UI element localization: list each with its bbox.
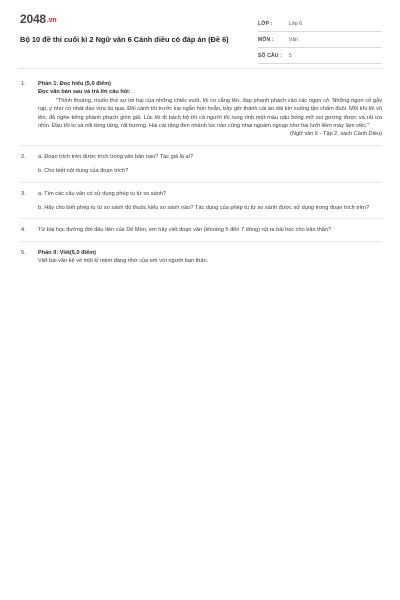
info-label: LỚP : bbox=[258, 20, 273, 27]
info-row-question-count bbox=[258, 48, 382, 64]
reading-passage: "Thỉnh thoảng, muốn thử sự lợi hại của những chiếc vuốt, tôi co cẳng lên, đạp phanh phách vào các ngọn cỏ. Những ngọn cỏ gẫy rạp, y như có nhát dao vừa lia qua. Đôi cánh tôi trước kia ngắn hủn hoẳn, bây giờ thành cái áo dài kín xuống tận chấm đuôi. Mỗi khi tôi vũ lên, đã nghe tiếng phành phạch giòn giã. Lúc tôi đi bách bộ thì cả người tôi rung rinh một màu nâu bóng mỡ soi gương được và rất ưa nhìn. Đầu tôi to và nổi từng tảng, rất bướng. Hai cái răng đen nhánh lúc nào cũng nhai ngoàm ngoạp như hai lưỡi liềm máy làm việc." bbox=[38, 97, 382, 130]
question-divider bbox=[20, 241, 382, 242]
info-label: SỐ CÂU : bbox=[258, 52, 283, 59]
passage-source: (Ngữ văn 6 - Tập 2, sách Cánh Diều) bbox=[290, 131, 382, 138]
info-value: 5 bbox=[289, 52, 292, 59]
question-number: 1. bbox=[21, 81, 26, 87]
question-divider bbox=[20, 218, 382, 219]
question-divider bbox=[20, 145, 382, 146]
info-value: Lớp 6 bbox=[289, 20, 303, 27]
part-title: Phần II: Viết(5,0 điểm) bbox=[38, 249, 97, 256]
info-table bbox=[258, 16, 382, 64]
question-body bbox=[38, 249, 382, 266]
info-label: MÔN : bbox=[258, 36, 274, 43]
question-item: b. Cho biết nội dung của đoạn trích? bbox=[38, 168, 129, 175]
question-item: b. Hãy cho biết phép tu từ so sánh đó thuộc kiểu so sánh nào? Tác dụng của phép tu từ so sánh được sử dụng trong đoạn trích trên? bbox=[38, 205, 370, 212]
logo-number: 2048 bbox=[20, 12, 46, 26]
question-body bbox=[38, 226, 382, 234]
question-3 bbox=[20, 190, 382, 213]
question-number: 4. bbox=[21, 227, 26, 234]
info-row-class bbox=[258, 16, 382, 32]
header-divider bbox=[18, 68, 384, 69]
question-item: a. Đoạn trích trên được trích trong văn bản nào? Tác giả là ai? bbox=[38, 153, 194, 160]
question-number: 5. bbox=[21, 249, 26, 256]
question-list bbox=[20, 80, 382, 266]
info-row-subject bbox=[258, 32, 382, 48]
question-1 bbox=[20, 80, 382, 139]
site-logo[interactable] bbox=[20, 12, 235, 28]
question-2 bbox=[20, 153, 382, 176]
question-body bbox=[38, 80, 382, 139]
document-header bbox=[20, 12, 382, 64]
question-item: Từ bài học đường đời đầu tiên của Dế Mèn, em hãy viết đoạn văn (khoảng 5 đến 7 dòng) rút ra bài học cho bản thân? bbox=[38, 227, 332, 234]
question-5 bbox=[20, 249, 382, 266]
logo-tld: .vn bbox=[46, 17, 57, 24]
info-value: Văn bbox=[289, 36, 298, 43]
question-4 bbox=[20, 226, 382, 234]
question-divider bbox=[20, 182, 382, 183]
part-title: Phần 1: Đọc hiểu (5,0 điểm) bbox=[38, 81, 112, 87]
reading-instruction: Đọc văn bản sau và trả lời câu hỏi: bbox=[38, 89, 131, 96]
document-title: Bộ 10 đề thi cuối kì 2 Ngữ văn 6 Cánh diều có đáp án (Đề 6) bbox=[20, 35, 229, 44]
question-body bbox=[38, 190, 382, 213]
question-body bbox=[38, 153, 382, 176]
question-number: 3. bbox=[21, 190, 26, 197]
question-item: Viết bài văn kể về một kỉ niệm đáng nhớ của em với người bạn thân. bbox=[38, 258, 209, 265]
question-item: a. Tìm các câu văn có sử dụng phép tu từ so sánh? bbox=[38, 190, 167, 197]
header-left bbox=[20, 12, 235, 64]
question-number: 2. bbox=[21, 153, 26, 160]
